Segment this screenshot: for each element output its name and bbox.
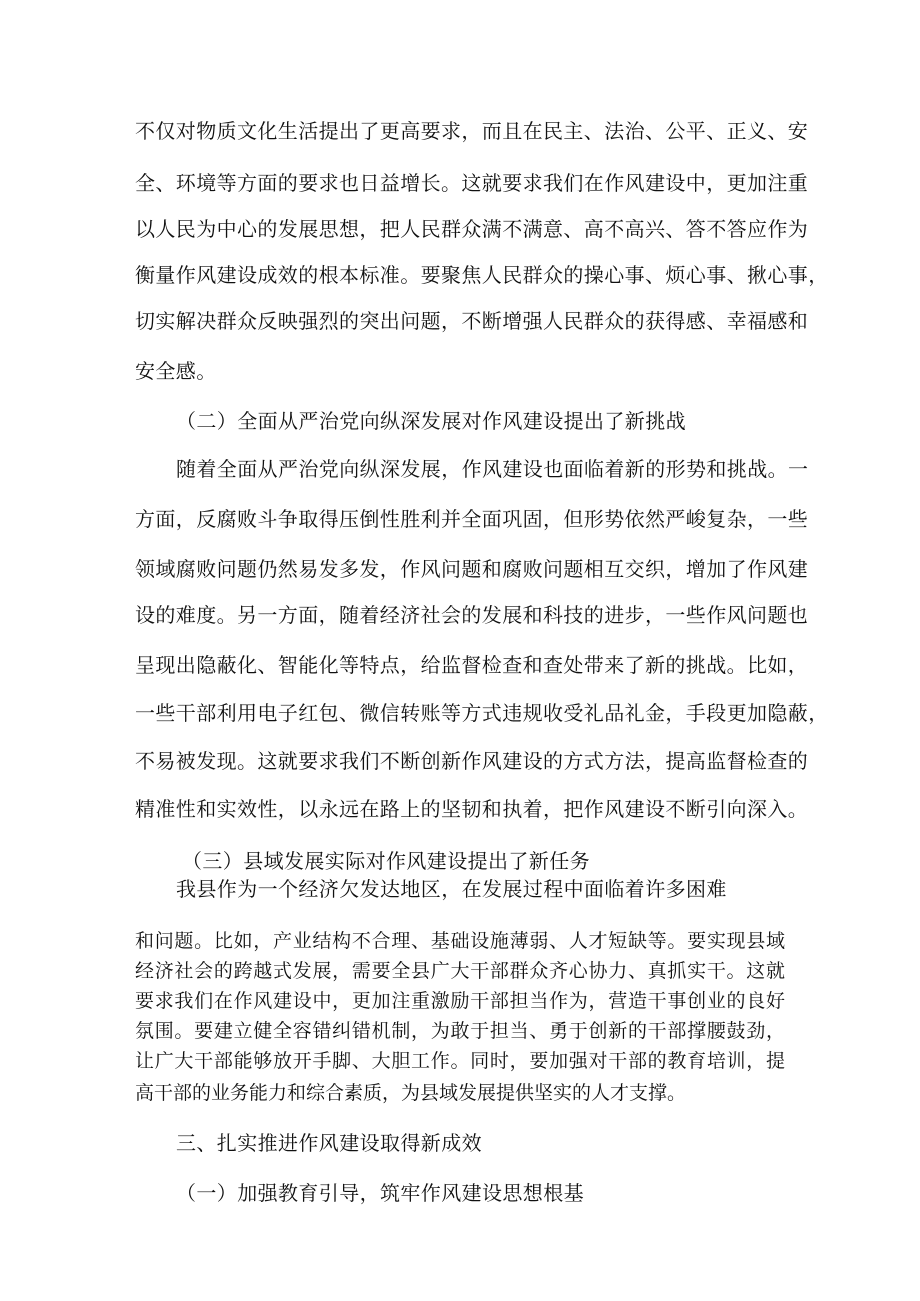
paragraph-2-line-7: 不易被发现。这就要求我们不断创新作风建设的方式方法，提高监督检查的 (135, 749, 809, 773)
paragraph-2-line-6: 一些干部利用电子红包、微信转账等方式违规收受礼品礼金，手段更加隐蔽， (135, 701, 829, 725)
paragraph-1-line-4: 衡量作风建设成效的根本标准。要聚焦人民群众的操心事、烦心事、揪心事， (135, 263, 829, 287)
paragraph-1-line-2: 全、环境等方面的要求也日益增长。这就要求我们在作风建设中，更加注重 (135, 171, 809, 195)
paragraph-2-line-5: 呈现出隐蔽化、智能化等特点，给监督检查和查处带来了新的挑战。比如， (135, 653, 809, 677)
paragraph-3-line-3: 经济社会的跨越式发展，需要全县广大干部群众齐心协力、真抓实干。这就 (135, 960, 785, 982)
paragraph-1-line-3: 以人民为中心的发展思想，把人民群众满不满意、高不高兴、答不答应作为 (135, 217, 809, 241)
paragraph-1-line-6: 安全感。 (135, 359, 217, 383)
paragraph-3-line-5: 氛围。要建立健全容错纠错机制，为敢于担当、勇于创新的干部撑腰鼓劲， (135, 1020, 785, 1042)
subsection-heading-2: （二）全面从严治党向纵深发展对作风建设提出了新挑战 (176, 409, 686, 433)
paragraph-3-line-2: 和问题。比如，产业结构不合理、基础设施薄弱、人才短缺等。要实现县域 (135, 930, 785, 952)
subsection-heading-3: （三）县域发展实际对作风建设提出了新任务 (182, 849, 590, 873)
subsection-1-title: （一）加强教育引导，筑牢作风建设思想根基 (176, 1181, 584, 1205)
paragraph-2-line-8: 精准性和实效性，以永远在路上的坚韧和执着，把作风建设不断引向深入。 (135, 797, 809, 821)
paragraph-1-line-5: 切实解决群众反映强烈的突出问题，不断增强人民群众的获得感、幸福感和 (135, 309, 809, 333)
paragraph-3-line-1: 我县作为一个经济欠发达地区，在发展过程中面临着许多困难 (176, 877, 727, 901)
paragraph-1-line-1: 不仅对物质文化生活提出了更高要求，而且在民主、法治、公平、正义、安 (135, 119, 809, 143)
paragraph-3-line-7: 高干部的业务能力和综合素质，为县域发展提供坚实的人才支撑。 (135, 1082, 687, 1104)
section-3-title: 三、扎实推进作风建设取得新成效 (176, 1131, 482, 1155)
paragraph-3-line-6: 让广大干部能够放开手脚、大胆工作。同时，要加强对干部的教育培训，提 (135, 1050, 785, 1072)
paragraph-2-line-1: 随着全面从严治党向纵深发展，作风建设也面临着新的形势和挑战。一 (176, 457, 809, 481)
paragraph-3-line-4: 要求我们在作风建设中，更加注重激励干部担当作为，营造干事创业的良好 (135, 990, 785, 1012)
paragraph-2-line-4: 设的难度。另一方面，随着经济社会的发展和科技的进步，一些作风问题也 (135, 603, 809, 627)
paragraph-2-line-3: 领域腐败问题仍然易发多发，作风问题和腐败问题相互交织，增加了作风建 (135, 557, 809, 581)
paragraph-2-line-2: 方面，反腐败斗争取得压倒性胜利并全面巩固，但形势依然严峻复杂，一些 (135, 507, 809, 531)
